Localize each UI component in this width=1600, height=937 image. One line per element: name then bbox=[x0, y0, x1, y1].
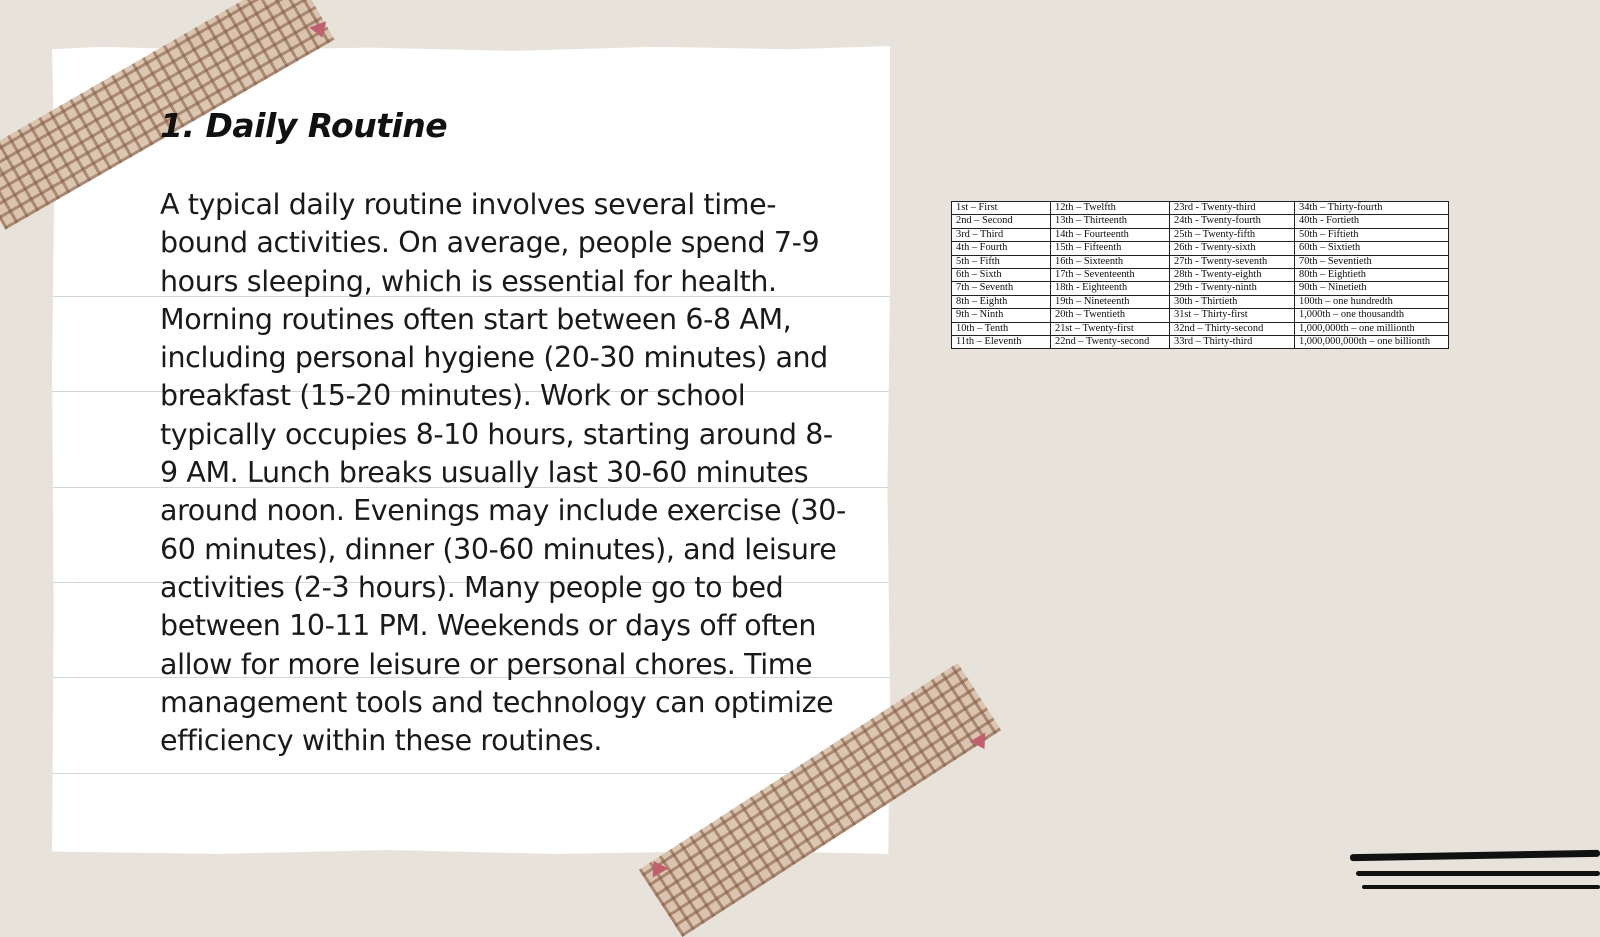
decorative-brush-stroke bbox=[1356, 871, 1600, 876]
table-cell: 90th – Ninetieth bbox=[1295, 282, 1449, 295]
table-row bbox=[952, 202, 1449, 215]
table-row bbox=[952, 336, 1449, 349]
table-cell: 2nd – Second bbox=[952, 215, 1051, 228]
table-row bbox=[952, 255, 1449, 268]
table-cell: 26th - Twenty-sixth bbox=[1170, 242, 1295, 255]
table-cell: 50th – Fiftieth bbox=[1295, 228, 1449, 241]
table-cell: 18th - Eighteenth bbox=[1051, 282, 1170, 295]
table-row bbox=[952, 309, 1449, 322]
table-cell: 4th – Fourth bbox=[952, 242, 1051, 255]
table-cell: 21st – Twenty-first bbox=[1051, 322, 1170, 335]
decorative-brush-stroke bbox=[1362, 885, 1600, 889]
table-cell: 60th – Sixtieth bbox=[1295, 242, 1449, 255]
table-cell: 70th – Seventieth bbox=[1295, 255, 1449, 268]
table-cell: 100th – one hundredth bbox=[1295, 295, 1449, 308]
ruled-line bbox=[52, 773, 890, 774]
table-row bbox=[952, 322, 1449, 335]
table-cell: 3rd – Third bbox=[952, 228, 1051, 241]
table-cell: 6th – Sixth bbox=[952, 269, 1051, 282]
table-cell: 10th – Tenth bbox=[952, 322, 1051, 335]
table-row bbox=[952, 242, 1449, 255]
decorative-brush-stroke bbox=[1350, 850, 1600, 861]
table-cell: 12th – Twelfth bbox=[1051, 202, 1170, 215]
table-cell: 25th – Twenty-fifth bbox=[1170, 228, 1295, 241]
table-cell: 80th – Eightieth bbox=[1295, 269, 1449, 282]
table-cell: 22nd – Twenty-second bbox=[1051, 336, 1170, 349]
table-cell: 7th – Seventh bbox=[952, 282, 1051, 295]
table-cell: 16th – Sixteenth bbox=[1051, 255, 1170, 268]
table-cell: 1st – First bbox=[952, 202, 1051, 215]
table-cell: 8th – Eighth bbox=[952, 295, 1051, 308]
table-cell: 20th – Twentieth bbox=[1051, 309, 1170, 322]
table-cell: 30th - Thirtieth bbox=[1170, 295, 1295, 308]
table-cell: 40th - Fortieth bbox=[1295, 215, 1449, 228]
slide-body-text: A typical daily routine involves several time-bound activities. On average, people spend 7-9 hours sleeping, which is essential for health. Morning routines often start between 6-8 AM, including personal hygiene (20-30 minutes) and breakfast (15-20 minutes). Work or school typically occupies 8-10 hours, starting around 8-9 AM. Lunch breaks usually last 30-60 minutes around noon. Evenings may include exercise (30-60 minutes), dinner (30-60 minutes), and leisure activities (2-3 hours). Many people go to bed between 10-11 PM. Weekends or days off often allow for more leisure or personal chores. Time management tools and technology can optimize efficiency within these routines. bbox=[160, 188, 846, 758]
table-cell: 1,000,000,000th – one billionth bbox=[1295, 336, 1449, 349]
table-cell: 28th - Twenty-eighth bbox=[1170, 269, 1295, 282]
table-cell: 9th – Ninth bbox=[952, 309, 1051, 322]
table-row bbox=[952, 295, 1449, 308]
table-row bbox=[952, 228, 1449, 241]
table-cell: 23rd - Twenty-third bbox=[1170, 202, 1295, 215]
table-cell: 11th – Eleventh bbox=[952, 336, 1051, 349]
table-cell: 5th – Fifth bbox=[952, 255, 1051, 268]
table-cell: 15th – Fifteenth bbox=[1051, 242, 1170, 255]
table-cell: 17th – Seventeenth bbox=[1051, 269, 1170, 282]
table-cell: 29th - Twenty-ninth bbox=[1170, 282, 1295, 295]
table-cell: 33rd – Thirty-third bbox=[1170, 336, 1295, 349]
table-cell: 27th - Twenty-seventh bbox=[1170, 255, 1295, 268]
table-cell: 1,000,000th – one millionth bbox=[1295, 322, 1449, 335]
slide-title: 1. Daily Routine bbox=[160, 106, 448, 145]
table-cell: 13th – Thirteenth bbox=[1051, 215, 1170, 228]
table-row bbox=[952, 269, 1449, 282]
table-cell: 24th - Twenty-fourth bbox=[1170, 215, 1295, 228]
table-cell: 14th – Fourteenth bbox=[1051, 228, 1170, 241]
table-cell: 32nd – Thirty-second bbox=[1170, 322, 1295, 335]
table-cell: 19th – Nineteenth bbox=[1051, 295, 1170, 308]
ordinal-numbers-table bbox=[951, 201, 1449, 349]
table-cell: 1,000th – one thousandth bbox=[1295, 309, 1449, 322]
table-row bbox=[952, 215, 1449, 228]
table-row bbox=[952, 282, 1449, 295]
table-cell: 34th – Thirty-fourth bbox=[1295, 202, 1449, 215]
table-cell: 31st – Thirty-first bbox=[1170, 309, 1295, 322]
